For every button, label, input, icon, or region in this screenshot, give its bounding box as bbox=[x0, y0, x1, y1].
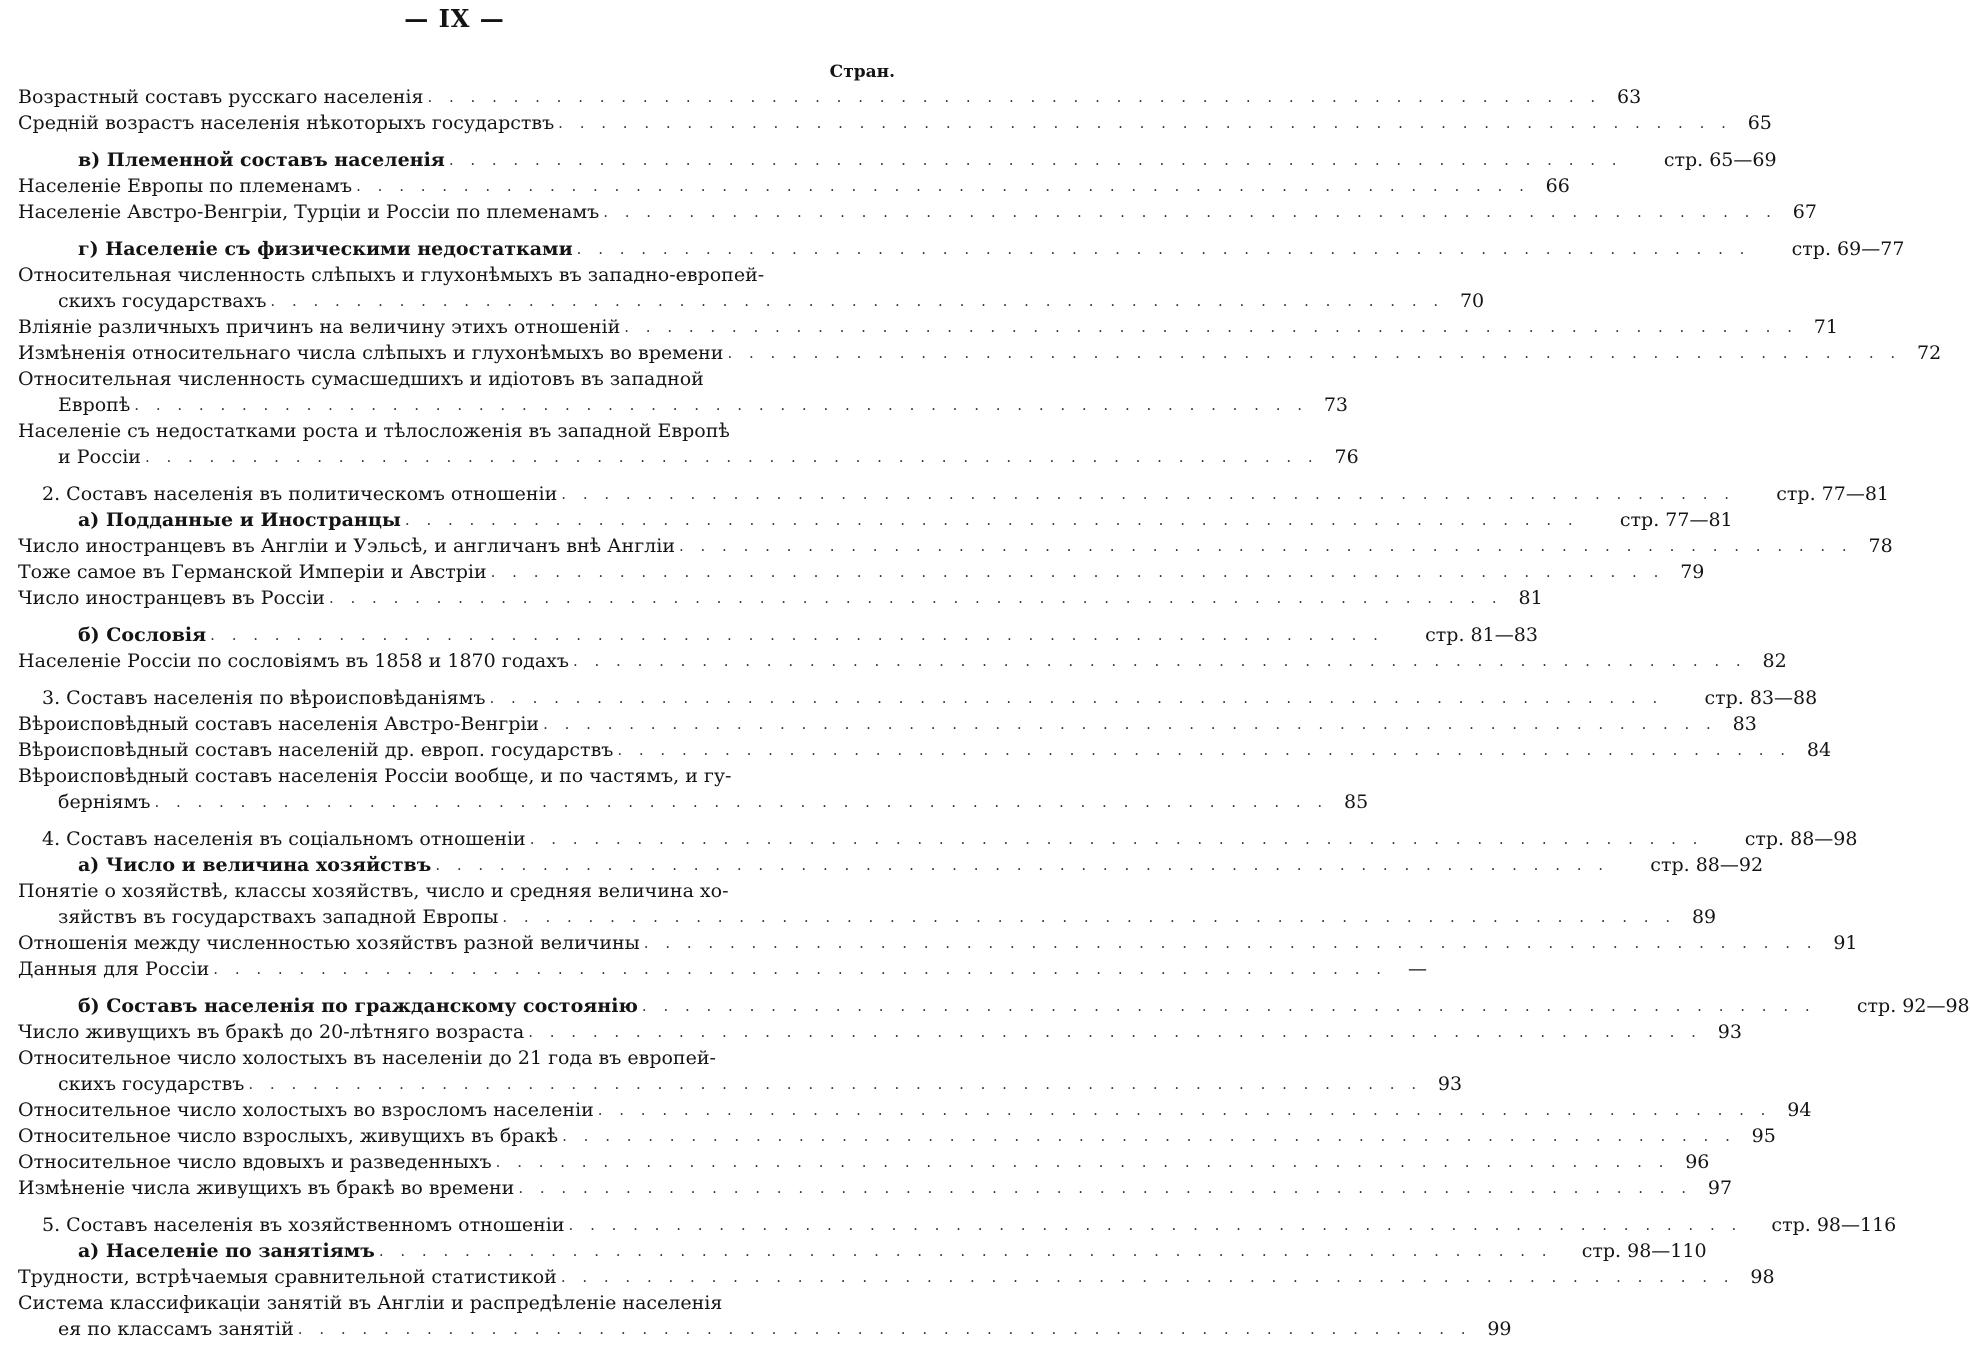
toc-entry-title: 2. Составъ населенія въ политическомъ отношеніи bbox=[42, 483, 558, 505]
toc-entry bbox=[18, 314, 1838, 340]
dot-leader: . . . . . . . . . . . . . . . . . . . . . . . . . . . . . . . . . . . . . . . . . . . . . . . . . . . . . . . bbox=[490, 563, 1665, 581]
dot-leader: . . . . . . . . . . . . . . . . . . . . . . . . . . . . . . . . . . . . . . . . . . . . . . . . . . . . . . . bbox=[576, 240, 1751, 258]
toc-entry-title: Европѣ bbox=[58, 394, 131, 416]
toc-entry-title: Населеніе Россіи по сословіямъ въ 1858 и 1870 годахъ bbox=[18, 650, 569, 672]
dot-leader: . . . . . . . . . . . . . . . . . . . . . . . . . . . . . . . . . . . . . . . . . . . . . . . . . . . . . . . bbox=[270, 292, 1445, 310]
toc-entry-title: Измѣненіе числа живущихъ въ бракѣ во времени bbox=[18, 1177, 515, 1199]
dot-leader: . . . . . . . . . . . . . . . . . . . . . . . . . . . . . . . . . . . . . . . . . . . . . . . . . . . . . . . bbox=[529, 830, 1704, 848]
dot-leader: . . . . . . . . . . . . . . . . . . . . . . . . . . . . . . . . . . . . . . . . . . . . . . . . . . . . . . . bbox=[248, 1075, 1423, 1093]
toc-entry-title: Относительная численность сумасшедшихъ и идіотовъ въ западной bbox=[18, 368, 704, 390]
section-spacer bbox=[18, 470, 892, 481]
toc-entry bbox=[18, 533, 1893, 559]
toc-entry-title: а) Число и величина хозяйствъ bbox=[78, 854, 432, 876]
toc-page-number: 96 bbox=[1685, 1151, 1710, 1173]
dot-leader: . . . . . . . . . . . . . . . . . . . . . . . . . . . . . . . . . . . . . . . . . . . . . . . . . . . . . . . bbox=[624, 318, 1798, 336]
toc-entry bbox=[18, 418, 892, 444]
dot-leader: . . . . . . . . . . . . . . . . . . . . . . . . . . . . . . . . . . . . . . . . . . . . . . . . . . . . . . . bbox=[328, 589, 1503, 607]
section-spacer bbox=[18, 611, 892, 622]
section-spacer bbox=[18, 982, 892, 993]
toc-entry bbox=[18, 763, 892, 789]
toc-page-number: 99 bbox=[1487, 1318, 1512, 1340]
toc-entry-title: Относительное число вдовыхъ и разведенныхъ bbox=[18, 1151, 492, 1173]
toc-entry-title: Вѣроисповѣдный составъ населенія Россіи вообще, и по частямъ, и гу- bbox=[18, 765, 732, 787]
dot-leader: . . . . . . . . . . . . . . . . . . . . . . . . . . . . . . . . . . . . . . . . . . . . . . . . . . . . . . . bbox=[678, 537, 1853, 555]
toc-page-number: 70 bbox=[1459, 290, 1485, 312]
section-spacer bbox=[18, 1201, 892, 1212]
toc-entry bbox=[18, 1290, 892, 1316]
toc-entry-title: Вліяніе различныхъ причинъ на величину этихъ отношеній bbox=[18, 316, 621, 338]
toc-entry bbox=[18, 288, 1485, 314]
section-spacer bbox=[18, 225, 892, 236]
toc-entry-title: Система классификаціи занятій въ Англіи и распредѣленіе населенія bbox=[18, 1292, 723, 1314]
toc-page-number: 65 bbox=[1747, 112, 1772, 134]
toc-section-heading bbox=[18, 481, 1890, 507]
toc-page-number: стр. 88—98 bbox=[1744, 828, 1858, 850]
toc-entry-title: Относительное число холостыхъ въ населеніи до 21 года въ европей- bbox=[18, 1047, 716, 1069]
toc-entry-title: Число иностранцевъ въ Англіи и Уэльсѣ, и англичанъ внѣ Англіи bbox=[18, 535, 675, 557]
toc-page-number: 63 bbox=[1617, 86, 1642, 108]
toc-section-heading bbox=[18, 993, 1970, 1019]
toc-entry bbox=[18, 904, 1717, 930]
toc-page-number: 66 bbox=[1545, 175, 1570, 197]
toc-page-number: 81 bbox=[1518, 587, 1543, 609]
toc-entry bbox=[18, 1264, 1775, 1290]
toc-entry-title: берніямъ bbox=[58, 791, 151, 813]
toc-page-number: 78 bbox=[1868, 535, 1893, 557]
toc-entry bbox=[18, 1019, 1742, 1045]
page-number-header: — IX — bbox=[404, 4, 505, 33]
toc-page-number: стр. 98—116 bbox=[1771, 1214, 1897, 1236]
toc-entry-title: скихъ государствъ bbox=[58, 1073, 245, 1095]
toc-section-heading bbox=[18, 1212, 1897, 1238]
toc-entry-title: Относительное число холостыхъ во взросломъ населеніи bbox=[18, 1099, 594, 1121]
toc-entry bbox=[18, 585, 1543, 611]
dot-leader: . . . . . . . . . . . . . . . . . . . . . . . . . . . . . . . . . . . . . . . . . . . . . . . . . . . . . . . bbox=[448, 151, 1623, 169]
toc-entry bbox=[18, 173, 1570, 199]
toc-entry-title: Число живущихъ въ бракѣ до 20-лѣтняго возраста bbox=[18, 1021, 525, 1043]
dot-leader: . . . . . . . . . . . . . . . . . . . . . . . . . . . . . . . . . . . . . . . . . . . . . . . . . . . . . . . bbox=[404, 511, 1579, 529]
toc-entry-title: зяйствъ въ государствахъ западной Европы bbox=[58, 906, 499, 928]
toc-page-number: 85 bbox=[1344, 791, 1369, 813]
toc-entry bbox=[18, 444, 1359, 470]
toc-entry-title: 4. Составъ населенія въ соціальномъ отношеніи bbox=[42, 828, 526, 850]
toc-page-number: 76 bbox=[1334, 446, 1359, 468]
toc-entry bbox=[18, 559, 1705, 585]
toc-entry-title: б) Сословія bbox=[78, 624, 207, 646]
toc-entry bbox=[18, 878, 892, 904]
toc-section-heading bbox=[18, 147, 1777, 173]
dot-leader: . . . . . . . . . . . . . . . . . . . . . . . . . . . . . . . . . . . . . . . . . . . . . . . . . . . . . . . bbox=[562, 1127, 1736, 1145]
toc-entry-title: Средній возрастъ населенія нѣкоторыхъ государствъ bbox=[18, 112, 555, 134]
toc-entry-title: 5. Составъ населенія въ хозяйственномъ отношеніи bbox=[42, 1214, 565, 1236]
toc-page-number: стр. 92—98 bbox=[1856, 995, 1970, 1017]
toc-entry-title: Понятіе о хозяйствѣ, классы хозяйствъ, число и средняя величина хо- bbox=[18, 880, 729, 902]
dot-leader: . . . . . . . . . . . . . . . . . . . . . . . . . . . . . . . . . . . . . . . . . . . . . . . . . . . . . . . bbox=[210, 626, 1384, 644]
section-spacer bbox=[18, 815, 892, 826]
toc-page-number: 67 bbox=[1792, 201, 1817, 223]
dot-leader: . . . . . . . . . . . . . . . . . . . . . . . . . . . . . . . . . . . . . . . . . . . . . . . . . . . . . . . bbox=[518, 1179, 1693, 1197]
toc-page-number: стр. 77—81 bbox=[1619, 509, 1733, 531]
toc-page-number: стр. 83—88 bbox=[1704, 687, 1818, 709]
toc-entry-title: Вѣроисповѣдный составъ населенія Австро-Венгріи bbox=[18, 713, 540, 735]
toc-entry-title: б) Составъ населенія по гражданскому состоянію bbox=[78, 995, 638, 1017]
toc-page-number: стр. 81—83 bbox=[1425, 624, 1538, 646]
toc-entry-title: Тоже самое въ Германской Имперіи и Австріи bbox=[18, 561, 487, 583]
dot-leader: . . . . . . . . . . . . . . . . . . . . . . . . . . . . . . . . . . . . . . . . . . . . . . . . . . . . . . . bbox=[560, 1268, 1735, 1286]
toc-page-number: — bbox=[1408, 958, 1428, 980]
toc-entry bbox=[18, 84, 1642, 110]
dot-leader: . . . . . . . . . . . . . . . . . . . . . . . . . . . . . . . . . . . . . . . . . . . . . . . . . . . . . . . bbox=[558, 114, 1732, 132]
toc-entry bbox=[18, 956, 1428, 982]
toc-entry-title: 3. Составъ населенія по вѣроисповѣданіямъ bbox=[42, 687, 486, 709]
toc-entry-title: а) Подданные и Иностранцы bbox=[78, 509, 401, 531]
toc-entry-title: Относительная численность слѣпыхъ и глухонѣмыхъ въ западно-европей- bbox=[18, 264, 765, 286]
toc-entry-title: Населеніе съ недостатками роста и тѣлосложенія въ западной Европѣ bbox=[18, 420, 730, 442]
section-spacer bbox=[18, 674, 892, 685]
toc-page-number: 97 bbox=[1707, 1177, 1733, 1199]
toc-section-heading bbox=[18, 622, 1538, 648]
toc-page-number: стр. 65—69 bbox=[1663, 149, 1777, 171]
toc-entry-title: Трудности, встрѣчаемыя сравнительной статистикой bbox=[18, 1266, 557, 1288]
toc-entry bbox=[18, 648, 1787, 674]
toc-entry-title: Возрастный составъ русскаго населенія bbox=[18, 86, 424, 108]
toc-page-number: 94 bbox=[1787, 1099, 1812, 1121]
toc-entry-title: Измѣненія относительнаго числа слѣпыхъ и глухонѣмыхъ во времени bbox=[18, 342, 724, 364]
dot-leader: . . . . . . . . . . . . . . . . . . . . . . . . . . . . . . . . . . . . . . . . . . . . . . . . . . . . . . . bbox=[543, 715, 1717, 733]
toc-entry-title: и Россіи bbox=[58, 446, 141, 468]
toc-page-number: 93 bbox=[1717, 1021, 1742, 1043]
dot-leader: . . . . . . . . . . . . . . . . . . . . . . . . . . . . . . . . . . . . . . . . . . . . . . . . . . . . . . . bbox=[597, 1101, 1772, 1119]
dot-leader: . . . . . . . . . . . . . . . . . . . . . . . . . . . . . . . . . . . . . . . . . . . . . . . . . . . . . . . bbox=[154, 793, 1329, 811]
toc-entry-title: Данныя для Россіи bbox=[18, 958, 210, 980]
dot-leader: . . . . . . . . . . . . . . . . . . . . . . . . . . . . . . . . . . . . . . . . . . . . . . . . . . . . . . . bbox=[213, 960, 1388, 978]
toc-page-number: 71 bbox=[1813, 316, 1838, 338]
toc-entry bbox=[18, 1149, 1710, 1175]
dot-leader: . . . . . . . . . . . . . . . . . . . . . . . . . . . . . . . . . . . . . . . . . . . . . . . . . . . . . . . bbox=[572, 652, 1747, 670]
dot-leader: . . . . . . . . . . . . . . . . . . . . . . . . . . . . . . . . . . . . . . . . . . . . . . . . . . . . . . . bbox=[641, 997, 1816, 1015]
toc-section-heading bbox=[18, 852, 1764, 878]
dot-leader: . . . . . . . . . . . . . . . . . . . . . . . . . . . . . . . . . . . . . . . . . . . . . . . . . . . . . . . bbox=[144, 448, 1319, 466]
table-of-contents bbox=[18, 84, 1970, 1342]
toc-entry-title: Населеніе Европы по племенамъ bbox=[18, 175, 353, 197]
toc-entry-title: г) Населеніе съ физическими недостатками bbox=[78, 238, 573, 260]
toc-section-heading bbox=[18, 507, 1733, 533]
toc-entry bbox=[18, 737, 1832, 763]
dot-leader: . . . . . . . . . . . . . . . . . . . . . . . . . . . . . . . . . . . . . . . . . . . . . . . . . . . . . . . bbox=[134, 396, 1309, 414]
dot-leader: . . . . . . . . . . . . . . . . . . . . . . . . . . . . . . . . . . . . . . . . . . . . . . . . . . . . . . . bbox=[489, 689, 1664, 707]
toc-page-number: 79 bbox=[1680, 561, 1705, 583]
toc-entry bbox=[18, 110, 1772, 136]
dot-leader: . . . . . . . . . . . . . . . . . . . . . . . . . . . . . . . . . . . . . . . . . . . . . . . . . . . . . . . bbox=[643, 934, 1818, 952]
toc-entry-title: Отношенія между численностью хозяйствъ разной величины bbox=[18, 932, 640, 954]
toc-section-heading bbox=[18, 685, 1818, 711]
dot-leader: . . . . . . . . . . . . . . . . . . . . . . . . . . . . . . . . . . . . . . . . . . . . . . . . . . . . . . . bbox=[435, 856, 1610, 874]
toc-entry bbox=[18, 1045, 892, 1071]
toc-page-number: 84 bbox=[1806, 739, 1832, 761]
section-spacer bbox=[18, 136, 892, 147]
toc-entry-title: ея по классамъ занятій bbox=[58, 1318, 294, 1340]
dot-leader: . . . . . . . . . . . . . . . . . . . . . . . . . . . . . . . . . . . . . . . . . . . . . . . . . . . . . . . bbox=[727, 344, 1902, 362]
dot-leader: . . . . . . . . . . . . . . . . . . . . . . . . . . . . . . . . . . . . . . . . . . . . . . . . . . . . . . . bbox=[502, 908, 1677, 926]
dot-leader: . . . . . . . . . . . . . . . . . . . . . . . . . . . . . . . . . . . . . . . . . . . . . . . . . . . . . . . bbox=[528, 1023, 1702, 1041]
toc-page-number: 83 bbox=[1732, 713, 1757, 735]
toc-entry bbox=[18, 1316, 1512, 1342]
toc-entry bbox=[18, 262, 892, 288]
dot-leader: . . . . . . . . . . . . . . . . . . . . . . . . . . . . . . . . . . . . . . . . . . . . . . . . . . . . . . . bbox=[356, 177, 1530, 195]
toc-page-number: 95 bbox=[1751, 1125, 1776, 1147]
dot-leader: . . . . . . . . . . . . . . . . . . . . . . . . . . . . . . . . . . . . . . . . . . . . . . . . . . . . . . . bbox=[603, 203, 1777, 221]
toc-page-number: стр. 98—110 bbox=[1581, 1240, 1707, 1262]
toc-page-number: 73 bbox=[1323, 394, 1349, 416]
toc-section-heading bbox=[18, 826, 1858, 852]
toc-page-number: стр. 69—77 bbox=[1791, 238, 1905, 260]
toc-entry bbox=[18, 1071, 1463, 1097]
dot-leader: . . . . . . . . . . . . . . . . . . . . . . . . . . . . . . . . . . . . . . . . . . . . . . . . . . . . . . . bbox=[297, 1320, 1472, 1338]
toc-page-number: стр. 77—81 bbox=[1776, 483, 1890, 505]
dot-leader: . . . . . . . . . . . . . . . . . . . . . . . . . . . . . . . . . . . . . . . . . . . . . . . . . . . . . . . bbox=[495, 1153, 1670, 1171]
toc-entry bbox=[18, 392, 1349, 418]
toc-entry bbox=[18, 1097, 1812, 1123]
dot-leader: . . . . . . . . . . . . . . . . . . . . . . . . . . . . . . . . . . . . . . . . . . . . . . . . . . . . . . . bbox=[378, 1242, 1553, 1260]
toc-entry-title: Вѣроисповѣдный составъ населеній др. европ. государствъ bbox=[18, 739, 614, 761]
toc-page-number: 72 bbox=[1917, 342, 1942, 364]
page-column-label: Стран. bbox=[829, 62, 895, 82]
toc-page-number: 82 bbox=[1762, 650, 1787, 672]
toc-entry bbox=[18, 340, 1942, 366]
toc-entry-title: Число иностранцевъ въ Россіи bbox=[18, 587, 325, 609]
dot-leader: . . . . . . . . . . . . . . . . . . . . . . . . . . . . . . . . . . . . . . . . . . . . . . . . . . . . . . . bbox=[617, 741, 1792, 759]
toc-page-number: 98 bbox=[1750, 1266, 1775, 1288]
toc-entry bbox=[18, 1175, 1733, 1201]
toc-page-number: стр. 88—92 bbox=[1650, 854, 1764, 876]
dot-leader: . . . . . . . . . . . . . . . . . . . . . . . . . . . . . . . . . . . . . . . . . . . . . . . . . . . . . . . bbox=[561, 485, 1736, 503]
toc-entry bbox=[18, 366, 892, 392]
toc-entry bbox=[18, 199, 1817, 225]
toc-entry-title: Относительное число взрослыхъ, живущихъ въ бракѣ bbox=[18, 1125, 559, 1147]
dot-leader: . . . . . . . . . . . . . . . . . . . . . . . . . . . . . . . . . . . . . . . . . . . . . . . . . . . . . . . bbox=[427, 88, 1602, 106]
toc-entry-title: а) Населеніе по занятіямъ bbox=[78, 1240, 375, 1262]
toc-page-number: 93 bbox=[1437, 1073, 1463, 1095]
toc-entry-title: Населеніе Австро-Венгріи, Турціи и Россіи по племенамъ bbox=[18, 201, 600, 223]
toc-section-heading bbox=[18, 1238, 1707, 1264]
toc-entry bbox=[18, 711, 1757, 737]
toc-page-number: 91 bbox=[1833, 932, 1858, 954]
dot-leader: . . . . . . . . . . . . . . . . . . . . . . . . . . . . . . . . . . . . . . . . . . . . . . . . . . . . . . . bbox=[568, 1216, 1743, 1234]
toc-entry bbox=[18, 1123, 1776, 1149]
toc-entry-title: в) Племенной составъ населенія bbox=[78, 149, 445, 171]
toc-entry-title: скихъ государствахъ bbox=[58, 290, 267, 312]
toc-page-number: 89 bbox=[1691, 906, 1717, 928]
toc-entry bbox=[18, 789, 1369, 815]
toc-entry bbox=[18, 930, 1858, 956]
toc-section-heading bbox=[18, 236, 1905, 262]
